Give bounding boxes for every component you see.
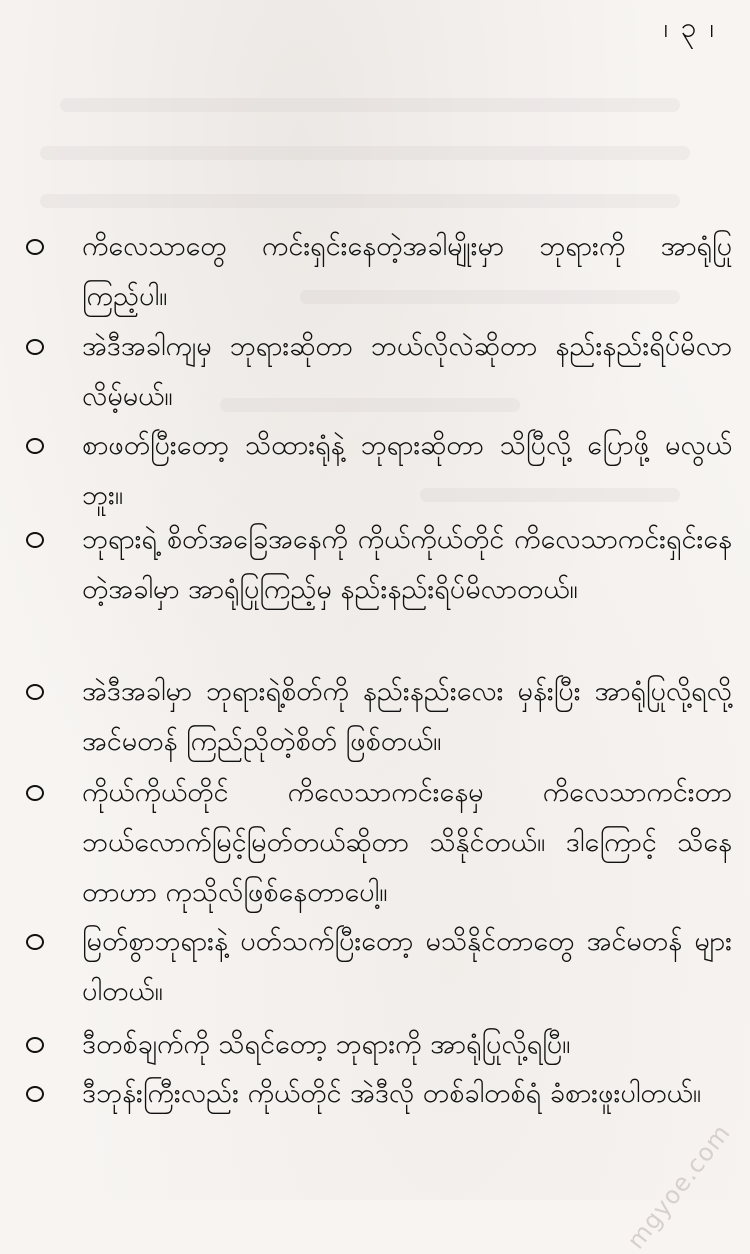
circle-bullet-icon	[26, 1086, 44, 1102]
page-number: ၊ ၃ ၊	[663, 11, 716, 44]
list-item-text: ကိုယ်ကိုယ်တိုင် ကိလေသာကင်းနေမှ ကိလေသာကင်းတာ ဘယ်လောက်မြင့်မြတ်တယ်ဆိုတာ သိနိုင်တယ်။ ဒါကြောင့် သိနေတာဟာ ကုသိုလ်ဖြစ်နေတာပေါ့။	[82, 777, 732, 908]
list-item-text: ကိလေသာတွေ ကင်းရှင်းနေတဲ့အခါမျိုးမှာ ဘုရားကို အာရုံပြုကြည့်ပါ။	[82, 231, 732, 312]
list-item-text: စာဖတ်ပြီးတော့ သိထားရုံနဲ့ ဘုရားဆိုတာ သိပြီလို့ ပြောဖို့ မလွယ်ဘူး။	[82, 430, 732, 511]
list-item-text: မြတ်စွာဘုရားနဲ့ ပတ်သက်ပြီးတော့ မသိနိုင်တာတွေ အင်မတန် များပါတယ်။	[82, 926, 732, 1007]
circle-bullet-icon	[26, 239, 44, 255]
list-item-text: အဲဒီအခါမှာ ဘုရားရဲ့စိတ်ကို နည်းနည်းလေး မှန်းပြီး အာရုံပြုလို့ရလို့ အင်မတန် ကြည်ညိုတဲ့စိတ် ဖြစ်တယ်။	[82, 676, 732, 757]
circle-bullet-icon	[26, 785, 44, 801]
circle-bullet-icon	[26, 934, 44, 950]
list-item-text: ဒီဘုန်းကြီးလည်း ကိုယ်တိုင် အဲဒီလို တစ်ခါတစ်ရံ ခံစားဖူးပါတယ်။	[82, 1078, 702, 1109]
site-watermark: mgyoe.com	[621, 1118, 736, 1254]
circle-bullet-icon	[26, 1037, 44, 1053]
circle-bullet-icon	[26, 532, 44, 548]
circle-bullet-icon	[26, 339, 44, 355]
list-item-text: အဲဒီအခါကျမှ ဘုရားဆိုတာ ဘယ်လိုလဲဆိုတာ နည်းနည်းရိပ်မိလာလိမ့်မယ်။	[82, 331, 732, 412]
list-item-text: ဘုရားရဲ့ စိတ်အခြေအနေကို ကိုယ်ကိုယ်တိုင် ကိလေသာကင်းရှင်းနေတဲ့အခါမှာ အာရုံပြုကြည့်မှ နည်းနည်းရိပ်မိလာတယ်။	[82, 524, 732, 605]
circle-bullet-icon	[26, 684, 44, 700]
circle-bullet-icon	[26, 438, 44, 454]
list-item-text: ဒီတစ်ချက်ကို သိရင်တော့ ဘုရားကို အာရုံပြုလို့ရပြီ။	[82, 1029, 571, 1060]
